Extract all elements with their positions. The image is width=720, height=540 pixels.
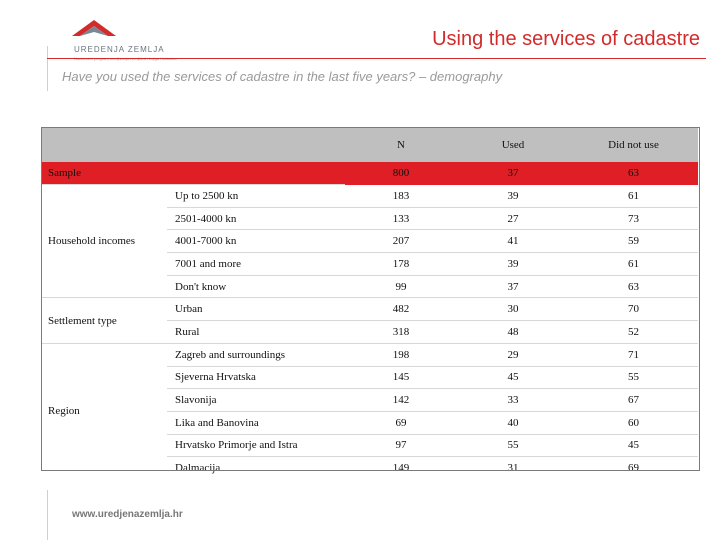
page-title: Using the services of cadastre	[432, 28, 700, 50]
row-label: Urban	[167, 298, 345, 321]
page-subtitle: Have you used the services of cadastre in the last five years? – demography	[62, 69, 503, 84]
cell-n: 198	[345, 343, 457, 366]
cell-n: 69	[345, 411, 457, 434]
row-label: Lika and Banovina	[167, 411, 345, 434]
cell-used: 39	[457, 185, 569, 208]
cell-not-used: 67	[569, 389, 698, 412]
cell-n: 149	[392, 462, 410, 475]
cell-n: 99	[345, 275, 457, 298]
cell-not-used: 69	[628, 462, 639, 475]
row-label: Sjeverna Hrvatska	[167, 366, 345, 389]
cell-used: 37	[457, 275, 569, 298]
cell-used: 27	[457, 207, 569, 230]
group-label-household-incomes: Household incomes	[42, 185, 167, 298]
cell-used: 55	[457, 434, 569, 457]
left-divider	[47, 46, 48, 91]
sample-used: 37	[457, 162, 569, 185]
column-header-not-used: Did not use	[569, 128, 698, 162]
column-header-n: N	[345, 128, 457, 162]
cell-used: 30	[457, 298, 569, 321]
cell-not-used: 63	[569, 275, 698, 298]
cell-not-used: 61	[569, 185, 698, 208]
cell-used: 41	[457, 230, 569, 253]
row-label: 4001-7000 kn	[167, 230, 345, 253]
cell-used: 40	[457, 411, 569, 434]
cell-n: 97	[345, 434, 457, 457]
table-row	[42, 185, 698, 208]
logo-mark-icon	[64, 12, 124, 44]
cell-not-used: 61	[569, 253, 698, 276]
logo-text: UREDENJA ZEMLJA	[74, 45, 165, 54]
row-label: Up to 2500 kn	[167, 185, 345, 208]
cell-not-used: 60	[569, 411, 698, 434]
cell-not-used: 70	[569, 298, 698, 321]
group-label-settlement-type: Settlement type	[42, 298, 167, 343]
cell-n: 145	[345, 366, 457, 389]
sample-row	[42, 162, 698, 185]
cell-used: 39	[457, 253, 569, 276]
cell-not-used: 55	[569, 366, 698, 389]
cell-used: 48	[457, 321, 569, 344]
sample-n: 800	[345, 162, 457, 185]
title-underline	[47, 58, 706, 59]
group-label-region: Region	[48, 405, 80, 418]
sample-not-used: 63	[569, 162, 698, 185]
cell-n: 133	[345, 207, 457, 230]
cell-n: 207	[345, 230, 457, 253]
cell-n: 178	[345, 253, 457, 276]
footer-url[interactable]: www.uredjenazemlja.hr	[72, 509, 183, 520]
demography-table	[42, 128, 698, 479]
footer-divider	[47, 490, 48, 540]
row-label: Don't know	[167, 275, 345, 298]
row-label: 2501-4000 kn	[167, 207, 345, 230]
table-row	[42, 298, 698, 321]
cell-used: 45	[457, 366, 569, 389]
cell-n: 142	[345, 389, 457, 412]
cell-n: 482	[345, 298, 457, 321]
row-label: Slavonija	[167, 389, 345, 412]
cell-used: 33	[457, 389, 569, 412]
row-label: Hrvatsko Primorje and Istra	[167, 434, 345, 457]
header-spacer	[42, 128, 345, 162]
row-label: 7001 and more	[167, 253, 345, 276]
cell-not-used: 73	[569, 207, 698, 230]
cell-not-used: 59	[569, 230, 698, 253]
row-label: Zagreb and surroundings	[167, 343, 345, 366]
cell-n: 183	[345, 185, 457, 208]
cell-not-used: 52	[569, 321, 698, 344]
table-header-row	[42, 128, 698, 162]
row-label: Rural	[167, 321, 345, 344]
cell-not-used: 45	[569, 434, 698, 457]
sample-label: Sample	[42, 162, 345, 185]
table-row	[42, 343, 698, 366]
cell-used: 29	[457, 343, 569, 366]
cell-not-used: 71	[569, 343, 698, 366]
cell-n: 318	[345, 321, 457, 344]
column-header-used: Used	[457, 128, 569, 162]
cell-used: 31	[507, 462, 519, 475]
row-label: Dalmacija	[175, 462, 221, 475]
